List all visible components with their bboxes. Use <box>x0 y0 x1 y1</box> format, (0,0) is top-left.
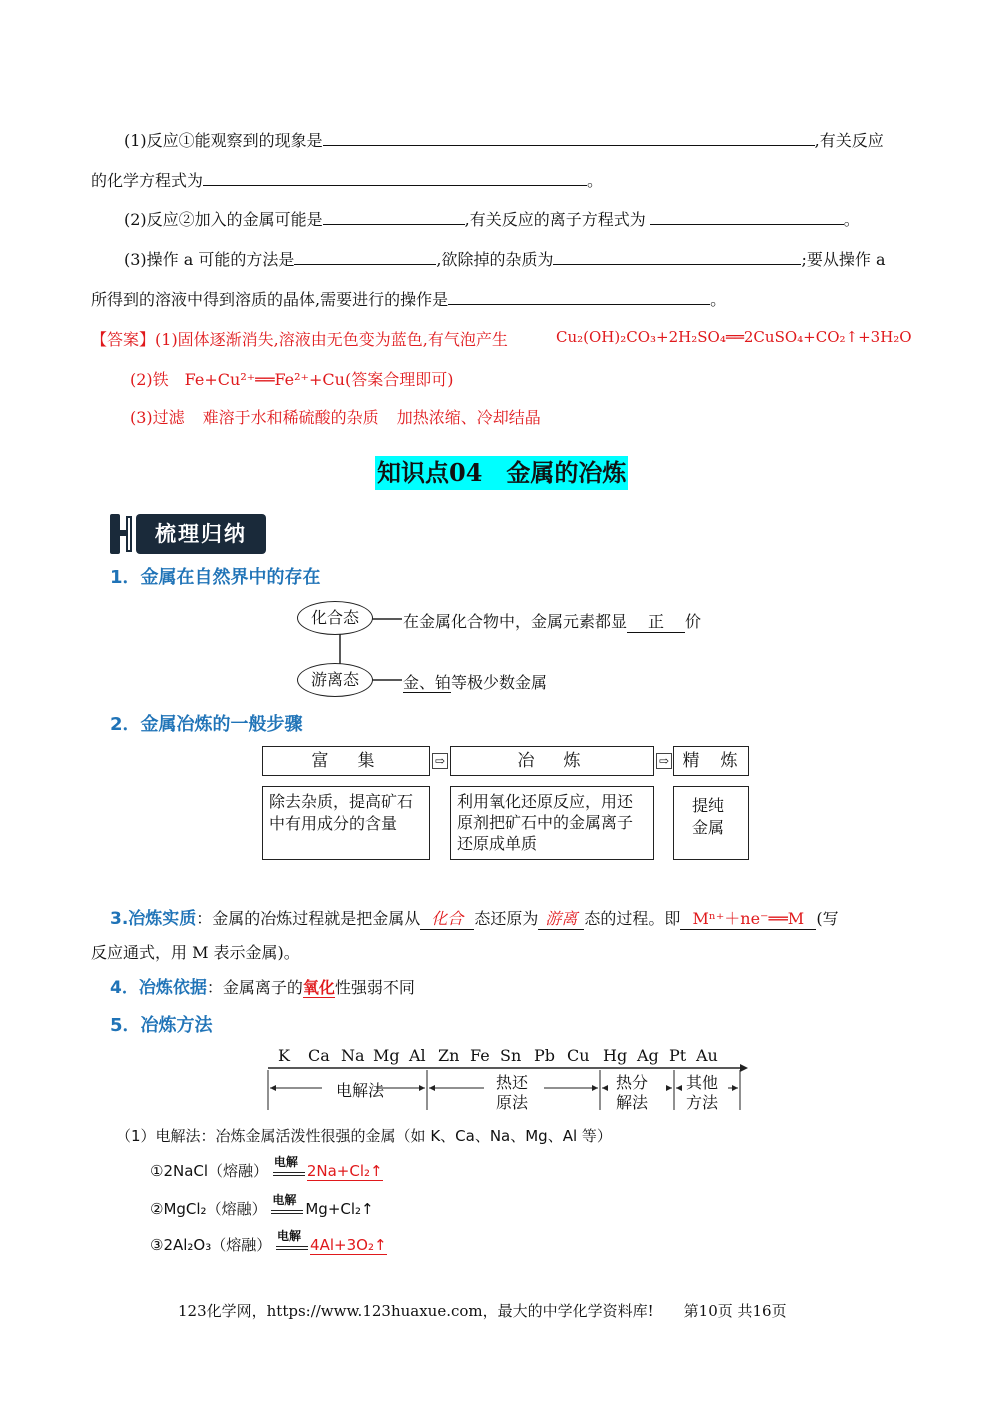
essence-line <box>110 904 839 930</box>
answer-3-part2: 难溶于水和稀硫酸的杂质 <box>202 408 379 427</box>
answer-2-equation: Fe+Cu²⁺══Fe²⁺+Cu(答案合理即可) <box>184 370 454 389</box>
heading-3: 3.冶炼实质 <box>110 909 197 929</box>
condition-label: 电解 <box>277 1229 302 1243</box>
answer-line-2 <box>130 367 453 390</box>
equation-3 <box>150 1229 387 1255</box>
arrow-right-icon: ⇨ <box>432 753 448 769</box>
arrow-right-icon: ⇨ <box>656 753 672 769</box>
question-3-end: 。 <box>710 290 727 309</box>
metal-symbol: K <box>278 1046 290 1065</box>
step-body-text: 利用氧化还原反应，用还原剂把矿石中的金属离子还原成单质 <box>457 792 634 853</box>
step-title-text: 富 集 <box>311 751 381 771</box>
question-1-line <box>124 128 884 151</box>
equation-1-right: 2Na+Cl₂↑ <box>306 1162 383 1180</box>
heading-4: 4．冶炼依据 <box>110 978 207 998</box>
node2-description <box>403 670 547 693</box>
method-1-line: （1）电解法：冶炼金属活泼性很强的金属（如 K、Ca、Na、Mg、Al 等） <box>116 1127 612 1145</box>
badge-bar <box>126 516 132 552</box>
question-3-text: (3)操作 a 可能的方法是 <box>124 250 295 269</box>
answer-blank[interactable] <box>553 248 801 265</box>
fill-general-equation: Mⁿ⁺＋ne⁻══M <box>680 906 816 930</box>
range-thermal-reduction: 热还原法 <box>495 1073 528 1112</box>
valence-fill: 正 <box>627 609 685 633</box>
question-2-text2: ,有关反应的离子方程式为 <box>464 210 646 229</box>
range-thermal-decomposition: 热分解法 <box>615 1073 648 1112</box>
electrolysis-sign <box>271 1193 305 1219</box>
essence-text-c: 态的过程。即 <box>584 909 681 928</box>
question-1-line2 <box>91 168 603 191</box>
step-body-text: 提纯金属 <box>692 796 725 837</box>
equals-sign <box>271 1210 303 1214</box>
range-other-methods: 其他方法 <box>685 1073 718 1112</box>
equation-2 <box>150 1193 374 1219</box>
question-1-end: 。 <box>587 171 604 190</box>
step-title-text: 精 炼 <box>682 751 740 771</box>
equals-sign <box>276 1246 308 1250</box>
electrolysis-sign <box>273 1155 307 1181</box>
essence-text-a: ：金属的冶炼过程就是把金属从 <box>196 909 421 928</box>
node2-text: 等极少数金属 <box>451 673 548 692</box>
answer-3-part3: 加热浓缩、冷却结晶 <box>396 408 541 427</box>
step-body-smelt <box>450 786 654 860</box>
question-2-line <box>124 207 860 230</box>
answer-label: 【答案】 <box>91 330 156 349</box>
answer-1-equation: Cu₂(OH)₂CO₃+2H₂SO₄══2CuSO₄+CO₂↑+3H₂O <box>556 328 912 346</box>
equation-3-right: 4Al+3O₂↑ <box>310 1236 387 1254</box>
answer-1: (1)固体逐渐消失,溶液由无色变为蓝色,有气泡产生 <box>155 330 508 349</box>
metal-symbol: Ag <box>637 1046 659 1065</box>
metal-symbol: Ca <box>308 1046 330 1065</box>
essence-text-b: 态还原为 <box>474 909 539 928</box>
question-3-text3: ;要从操作 a <box>801 250 886 269</box>
node-compound-state: 化合态 <box>297 601 373 635</box>
equals-sign <box>273 1172 305 1176</box>
electrolysis-sign <box>276 1229 310 1255</box>
answer-3-part1: (3)过滤 <box>130 408 185 427</box>
answer-blank[interactable] <box>203 169 587 186</box>
step-body-text: 除去杂质，提高矿石中有用成分的含量 <box>269 792 414 833</box>
step-title-smelt <box>450 746 654 776</box>
metal-symbol: Cu <box>567 1046 590 1065</box>
question-2-text: (2)反应②加入的金属可能是 <box>124 210 323 229</box>
metal-symbol: Au <box>696 1046 718 1065</box>
step-body-enrich <box>262 786 430 860</box>
node-free-state: 游离态 <box>297 663 373 697</box>
step-title-refine <box>673 746 749 776</box>
answer-2: (2)铁 <box>130 370 169 389</box>
metal-symbol: Sn <box>500 1046 522 1065</box>
badge-label: 梳理归纳 <box>136 514 266 554</box>
metal-symbol: Pt <box>669 1046 687 1065</box>
page-footer: 123化学网，https://www.123huaxue.com，最大的中学化学资料库! 第10页 共16页 <box>178 1302 787 1320</box>
step-body-refine <box>673 786 749 860</box>
metal-symbol: Hg <box>603 1046 628 1065</box>
free-metals-fill: 金、铂 <box>403 673 452 692</box>
node1-text-end: 价 <box>685 612 702 631</box>
heading-1: 1．金属在自然界中的存在 <box>110 567 321 588</box>
essence-line2: 反应通式，用 M 表示金属)。 <box>91 943 300 962</box>
question-3-text4: 所得到的溶液中得到溶质的晶体,需要进行的操作是 <box>91 290 449 309</box>
metal-symbol: Pb <box>534 1046 556 1065</box>
heading-2: 2．金属冶炼的一般步骤 <box>110 714 303 735</box>
fill-free: 游离 <box>538 906 584 930</box>
question-3-line2 <box>91 287 726 310</box>
metal-activity-series <box>268 1046 748 1066</box>
metal-symbol: Zn <box>438 1046 460 1065</box>
question-1-text2: 的化学方程式为 <box>91 171 204 190</box>
answer-blank[interactable] <box>294 248 436 265</box>
question-3-text2: ,欲除掉的杂质为 <box>436 250 554 269</box>
section-title: 知识点04 金属的冶炼 <box>375 456 628 490</box>
question-1-text: (1)反应①能观察到的现象是 <box>124 131 323 150</box>
node1-description <box>403 609 701 633</box>
equation-2-left: ②MgCl₂（熔融） <box>150 1200 267 1218</box>
answer-line-1 <box>91 327 508 350</box>
answer-line-3 <box>130 405 541 428</box>
fill-oxidation: 氧化 <box>302 978 335 997</box>
question-3-line <box>124 247 886 270</box>
question-2-end: 。 <box>843 210 860 229</box>
basis-text-a: ：金属离子的 <box>206 978 303 997</box>
metal-symbol: Na <box>341 1046 365 1065</box>
answer-blank[interactable] <box>650 208 844 225</box>
answer-blank[interactable] <box>323 208 465 225</box>
fill-compound: 化合 <box>420 906 474 930</box>
equation-1-left: ①2NaCl（熔融） <box>150 1162 269 1180</box>
heading-5: 5．冶炼方法 <box>110 1015 213 1036</box>
step-title-text: 冶 炼 <box>517 751 587 771</box>
equation-2-right: Mg+Cl₂↑ <box>305 1200 374 1218</box>
answer-blank[interactable] <box>323 129 815 146</box>
answer-blank[interactable] <box>448 288 710 305</box>
equation-1 <box>150 1155 383 1181</box>
metal-symbol: Al <box>409 1046 426 1065</box>
question-1-tail: ,有关反应 <box>814 131 884 150</box>
step-title-enrich <box>262 746 430 776</box>
node1-text: 在金属化合物中，金属元素都显 <box>403 612 628 631</box>
basis-text-b: 性强弱不同 <box>334 978 415 997</box>
condition-label: 电解 <box>272 1193 297 1207</box>
basis-line <box>110 973 415 998</box>
metal-symbol: Mg <box>373 1046 400 1065</box>
equation-3-left: ③2Al₂O₃（熔融） <box>150 1236 272 1254</box>
condition-label: 电解 <box>273 1155 298 1169</box>
metal-symbol: Fe <box>470 1046 490 1065</box>
essence-text-d: (写 <box>816 909 839 928</box>
range-electrolysis: 电解法 <box>335 1081 384 1100</box>
summary-badge <box>108 512 268 556</box>
